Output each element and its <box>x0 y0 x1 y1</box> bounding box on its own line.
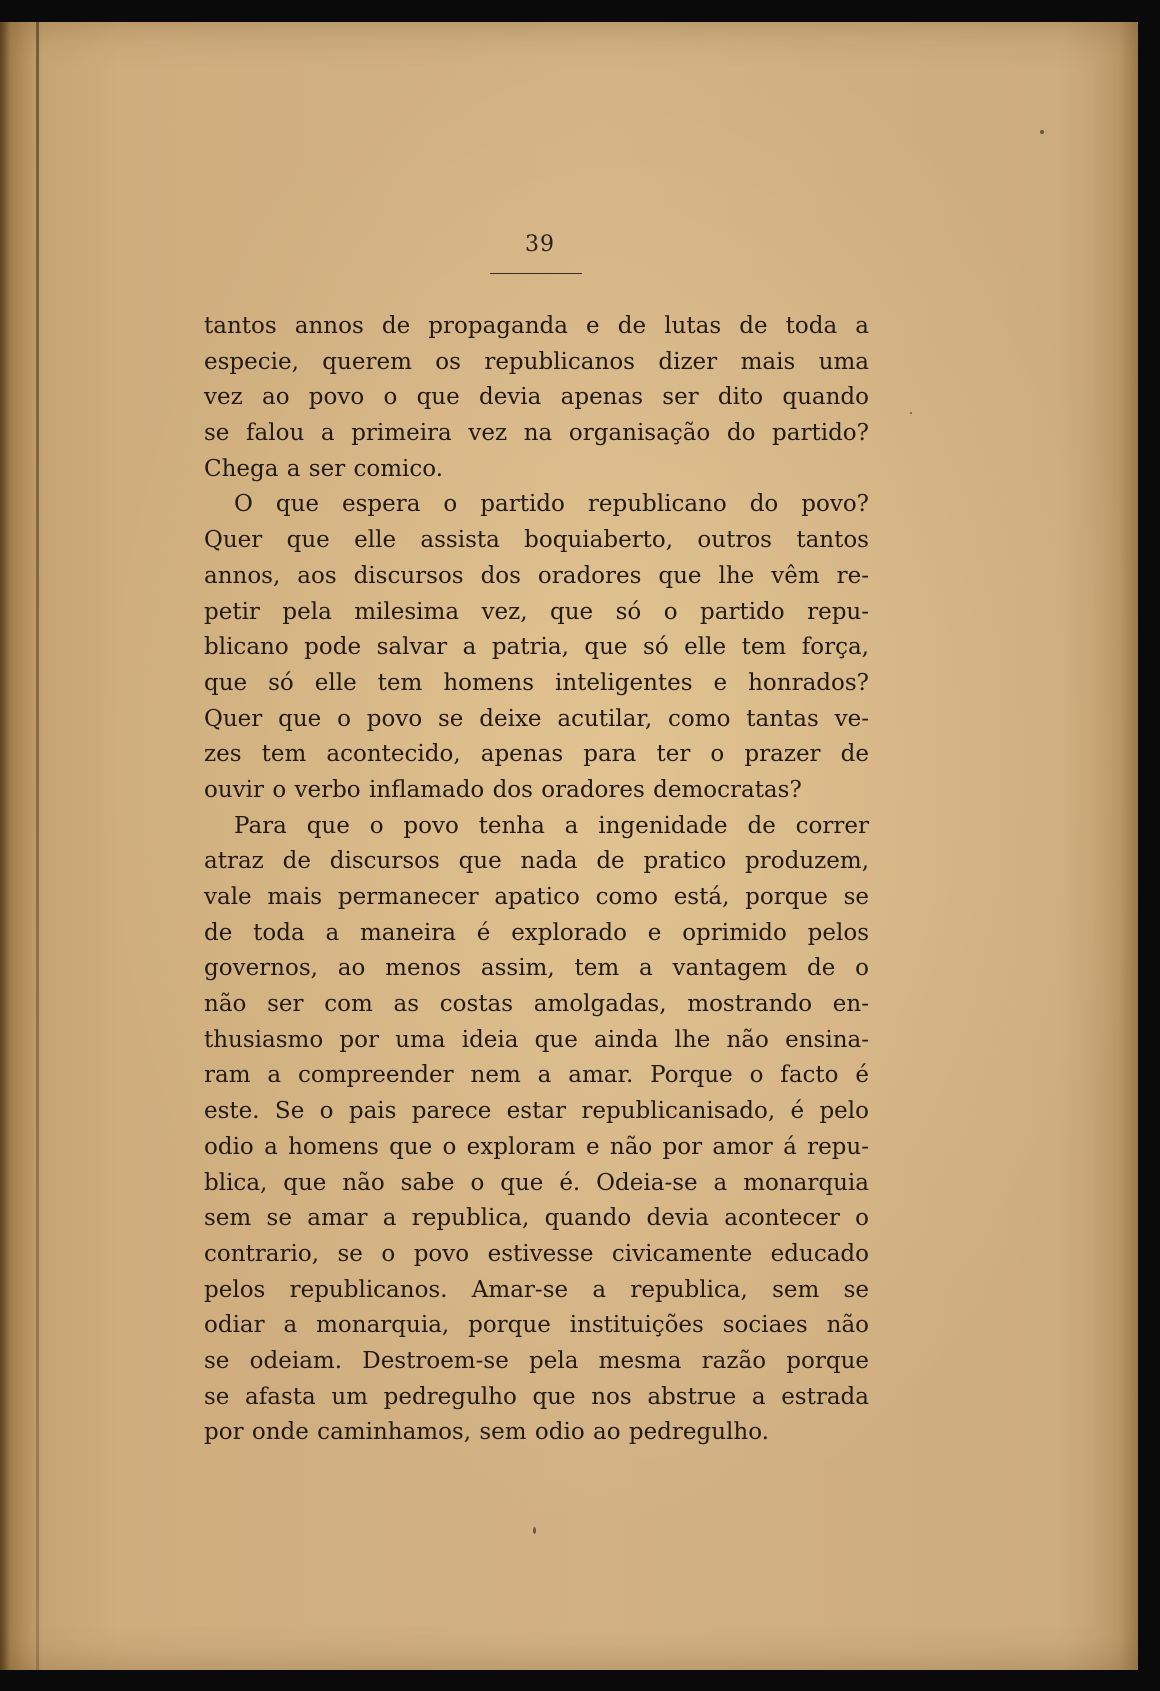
text-line: vale mais permanecer apatico como está, porque se <box>204 884 869 910</box>
text-line: Quer que elle assista boquiaberto, outros tantos <box>204 527 869 554</box>
text-line: blica, que não sabe o que é. Odeia-se a monarquia <box>204 1169 869 1196</box>
body-text <box>204 309 869 1451</box>
text-line: contrario, se o povo estivesse civicamente educado <box>204 1240 869 1267</box>
text-line: não ser com as costas amolgadas, mostrando en- <box>204 991 869 1018</box>
book-page <box>0 22 1138 1670</box>
text-line: Chega a ser comico. <box>204 455 444 482</box>
text-line: governos, ao menos assim, tem a vantagem de o <box>204 955 869 982</box>
text-line: thusiasmo por uma ideia que ainda lhe não ensina- <box>204 1026 869 1053</box>
text-line: atraz de discursos que nada de pratico produzem, <box>204 848 869 875</box>
binding-gutter <box>36 22 39 1670</box>
text-line: sem se amar a republica, quando devia acontecer o <box>204 1205 869 1232</box>
text-line: ram a compreender nem a amar. Porque o facto é <box>204 1062 869 1089</box>
paper-speck <box>910 412 912 414</box>
text-line: de toda a maneira é explorado e oprimido pelos <box>204 919 869 946</box>
text-line: petir pela milesima vez, que só o partido repu- <box>204 598 869 625</box>
text-line: Quer que o povo se deixe acutilar, como tantas ve- <box>204 705 869 732</box>
text-line: blicano pode salvar a patria, que só elle tem força, <box>204 634 869 661</box>
text-line: se falou a primeira vez na organisação do partido? <box>204 420 869 447</box>
text-line: O que espera o partido republicano do povo? <box>234 491 869 518</box>
text-line: zes tem acontecido, apenas para ter o prazer de <box>204 741 869 768</box>
text-line: que só elle tem homens inteligentes e honrados? <box>204 669 869 696</box>
text-line: por onde caminhamos, sem odio ao pedregulho. <box>204 1419 769 1446</box>
text-line: se odeiam. Destroem-se pela mesma razão porque <box>204 1347 869 1374</box>
page-left-edge <box>0 22 10 1670</box>
text-line: Para que o povo tenha a ingenidade de correr <box>234 812 869 839</box>
text-line: este. Se o pais parece estar republicanisado, é pelo <box>204 1098 869 1125</box>
text-line: especie, querem os republicanos dizer mais uma <box>204 348 869 375</box>
page-number: 39 <box>525 232 555 257</box>
text-line: odio a homens que o exploram e não por amor á repu- <box>204 1133 869 1160</box>
text-line: ouvir o verbo inflamado dos oradores democratas? <box>204 776 802 803</box>
text-line: se afasta um pedregulho que nos abstrue a estrada <box>204 1383 869 1410</box>
text-line: vez ao povo o que devia apenas ser dito quando <box>204 384 869 411</box>
text-line: tantos annos de propaganda e de lutas de toda a <box>204 313 869 339</box>
text-line: pelos republicanos. Amar-se a republica, sem se <box>204 1276 869 1303</box>
text-line: odiar a monarquia, porque instituições sociaes não <box>204 1312 869 1339</box>
paper-speck <box>533 1527 536 1534</box>
header-rule <box>490 273 582 274</box>
text-line: annos, aos discursos dos oradores que lhe vêm re- <box>204 562 869 589</box>
paper-speck <box>1040 130 1044 134</box>
